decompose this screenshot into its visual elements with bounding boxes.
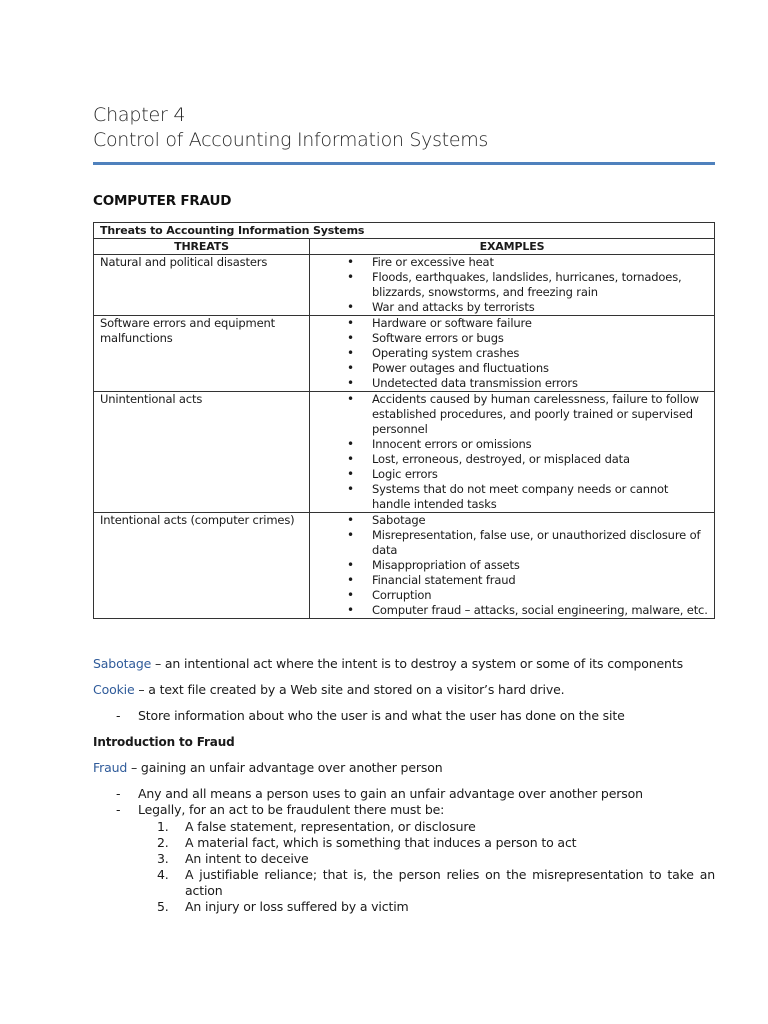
list-item (157, 835, 715, 851)
list-item (157, 851, 715, 867)
intro-heading: Introduction to Fraud (93, 735, 235, 749)
table-header-row (94, 239, 715, 255)
threat-cell: Intentional acts (computer crimes) (94, 513, 310, 619)
examples-cell (310, 255, 715, 316)
list-number: 4. (157, 867, 169, 882)
chapter-title: Control of Accounting Information Systems (93, 129, 489, 151)
examples-cell (310, 392, 715, 513)
list-item (157, 819, 715, 835)
title-rule (93, 162, 715, 165)
column-header-threats: THREATS (94, 239, 310, 255)
cookie-term: Cookie (93, 682, 135, 697)
cookie-note (116, 708, 760, 724)
fraud-note-2 (116, 802, 760, 818)
example-item: • Lost, erroneous, destroyed, or misplaced data (372, 452, 708, 467)
example-item: • Undetected data transmission errors (372, 376, 708, 391)
threat-cell: Natural and political disasters (94, 255, 310, 316)
example-item: • Operating system crashes (372, 346, 708, 361)
list-number: 3. (157, 851, 169, 866)
examples-cell (310, 316, 715, 392)
example-item: • Logic errors (372, 467, 708, 482)
threat-cell: Unintentional acts (94, 392, 310, 513)
fraud-definition (93, 760, 715, 776)
list-text: A material fact, which is something that induces a person to act (185, 835, 577, 850)
example-item: • Sabotage (372, 513, 708, 528)
fraud-note-1 (116, 786, 760, 802)
list-item (157, 899, 715, 915)
example-item: • Hardware or software failure (372, 316, 708, 331)
list-number: 5. (157, 899, 169, 914)
fraud-term: Fraud (93, 760, 128, 775)
column-header-examples: EXAMPLES (310, 239, 715, 255)
table-row (94, 513, 715, 619)
list-text: An intent to deceive (185, 851, 309, 866)
example-item: • Accidents caused by human carelessness, failure to follow established procedures, and poorly trained or supervised personnel (372, 392, 708, 437)
dash-marker: - (116, 802, 121, 817)
example-item: • Corruption (372, 588, 708, 603)
example-item: • Financial statement fraud (372, 573, 708, 588)
example-item: • Misappropriation of assets (372, 558, 708, 573)
example-item: • Fire or excessive heat (372, 255, 708, 270)
example-item: • Power outages and fluctuations (372, 361, 708, 376)
examples-cell (310, 513, 715, 619)
list-number: 2. (157, 835, 169, 850)
cookie-note-text: Store information about who the user is and what the user has done on the site (138, 708, 625, 723)
section-title: COMPUTER FRAUD (93, 193, 232, 209)
example-item: • Floods, earthquakes, landslides, hurricanes, tornadoes, blizzards, snowstorms, and freezing rain (372, 270, 708, 300)
dash-marker: - (116, 786, 121, 801)
table-caption-row (94, 223, 715, 239)
cookie-definition (93, 682, 715, 698)
list-text: A justifiable reliance; that is, the person relies on the misrepresentation to take an action (185, 867, 715, 898)
example-item: • Innocent errors or omissions (372, 437, 708, 452)
example-item: • Systems that do not meet company needs or cannot handle intended tasks (372, 482, 708, 512)
list-number: 1. (157, 819, 169, 834)
table-row (94, 255, 715, 316)
chapter-number: Chapter 4 (93, 104, 186, 126)
example-item: • Computer fraud – attacks, social engineering, malware, etc. (372, 603, 708, 618)
example-item: • War and attacks by terrorists (372, 300, 708, 315)
table-caption: Threats to Accounting Information Systems (94, 223, 715, 239)
table-row (94, 316, 715, 392)
fraud-note-1-text: Any and all means a person uses to gain an unfair advantage over another person (138, 786, 643, 801)
list-text: A false statement, representation, or disclosure (185, 819, 476, 834)
list-text: An injury or loss suffered by a victim (185, 899, 409, 914)
fraud-criteria-list (157, 819, 715, 915)
table-row (94, 392, 715, 513)
dash-marker: - (116, 708, 121, 723)
cookie-text: – a text file created by a Web site and stored on a visitor’s hard drive. (134, 682, 565, 697)
example-item: • Software errors or bugs (372, 331, 708, 346)
fraud-text: – gaining an unfair advantage over another person (127, 760, 443, 775)
example-item: • Misrepresentation, false use, or unauthorized disclosure of data (372, 528, 708, 558)
fraud-note-2-text: Legally, for an act to be fraudulent there must be: (138, 802, 445, 817)
list-item (157, 867, 715, 899)
sabotage-term: Sabotage (93, 656, 152, 671)
threat-cell: Software errors and equipment malfunctions (94, 316, 310, 392)
threats-table (93, 222, 715, 619)
sabotage-definition (93, 656, 715, 672)
sabotage-text: – an intentional act where the intent is to destroy a system or some of its components (151, 656, 683, 671)
